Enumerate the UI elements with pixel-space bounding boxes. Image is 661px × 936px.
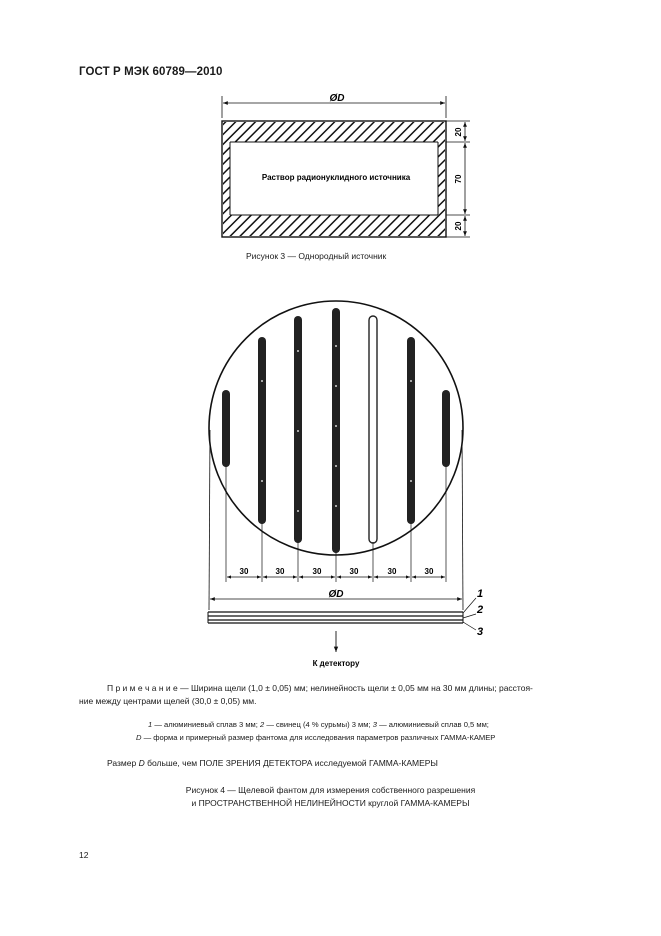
slit-1 <box>222 390 230 467</box>
size-text: больше, чем ПОЛЕ ЗРЕНИЯ ДЕТЕКТОРА исследуемой ГАММА-КАМЕРЫ <box>144 758 438 768</box>
spacing-label-3: 30 <box>312 567 322 576</box>
size-prefix: Размер <box>107 758 139 768</box>
leader-2 <box>463 614 476 618</box>
note-prefix: П р и м е ч а н и е — <box>107 683 189 693</box>
layered-plate <box>208 612 463 623</box>
dim-top-label: 20 <box>454 127 463 137</box>
left-hatched-wall <box>223 122 230 236</box>
bottom-hatched-wall <box>223 215 445 236</box>
dim-bottom-label: 20 <box>454 221 463 231</box>
slit-4 <box>332 308 340 553</box>
diameter-label-4: ØD <box>328 589 344 600</box>
spacing-label-1: 30 <box>239 567 249 576</box>
right-hatched-wall <box>438 122 445 236</box>
detector-label: К детектору <box>312 659 360 668</box>
layer-label-1: 1 <box>477 588 484 600</box>
legend-line-1 <box>148 720 489 729</box>
slit-6 <box>407 337 415 524</box>
legend-text-2: — свинец (4 % сурьмы) 3 мм; <box>264 720 373 729</box>
legend-key-2: 2 <box>259 720 265 729</box>
dim-middle-label: 70 <box>454 174 463 184</box>
leader-1 <box>463 598 476 613</box>
spacing-label-5: 30 <box>387 567 397 576</box>
note-text-1: Ширина щели (1,0 ± 0,05) мм; нелинейность щели ± 0,05 мм на 30 мм длины; расстоя- <box>188 683 533 693</box>
diameter-label: ØD <box>329 93 345 104</box>
figure-4-caption-line-1: Рисунок 4 — Щелевой фантом для измерения собственного разрешения <box>185 785 476 795</box>
slit-2 <box>258 337 266 524</box>
layer-label-3: 3 <box>477 626 484 638</box>
legend-line-2 <box>136 733 495 742</box>
tangent-line-right <box>462 430 463 610</box>
slit-7 <box>442 390 450 467</box>
figure-4-caption-line-2: и ПРОСТРАНСТВЕННОЙ НЕЛИНЕЙНОСТИ круглой ГАММА-КАМЕРЫ <box>191 798 470 808</box>
spacing-label-4: 30 <box>349 567 359 576</box>
legend-key-1: 1 <box>148 720 153 729</box>
figure-3-drawing <box>0 0 661 270</box>
layer-label-2: 2 <box>477 604 484 616</box>
tangent-line-left <box>209 430 210 610</box>
figure-3-caption: Рисунок 3 — Однородный источник <box>246 251 387 261</box>
top-hatched-wall <box>223 122 445 142</box>
figure-4-drawing <box>0 280 661 670</box>
size-key: D <box>138 758 145 768</box>
legend-text-3: — алюминиевый сплав 0,5 мм; <box>376 720 489 729</box>
note-line-2: ние между центрами щелей (30,0 ± 0,05) мм. <box>79 696 257 706</box>
legend-text-1: — алюминиевый сплав 3 мм; <box>152 720 260 729</box>
legend-key-d: D <box>136 733 142 742</box>
size-statement <box>107 757 438 770</box>
spacing-label-6: 30 <box>424 567 434 576</box>
leader-3 <box>463 622 476 630</box>
legend-key-3: 3 <box>372 720 377 729</box>
spacing-label-2: 30 <box>275 567 285 576</box>
slits-group <box>222 308 450 553</box>
legend-text-d: — форма и примерный размер фантома для исследования параметров различных ГАММА-КАМЕР <box>141 733 496 742</box>
page-number: 12 <box>79 850 89 860</box>
source-solution-label: Раствор радионуклидного источника <box>261 173 411 182</box>
slit-5 <box>369 316 377 543</box>
document-header: ГОСТ Р МЭК 60789—2010 <box>79 66 223 78</box>
note-line-1 <box>107 682 533 695</box>
